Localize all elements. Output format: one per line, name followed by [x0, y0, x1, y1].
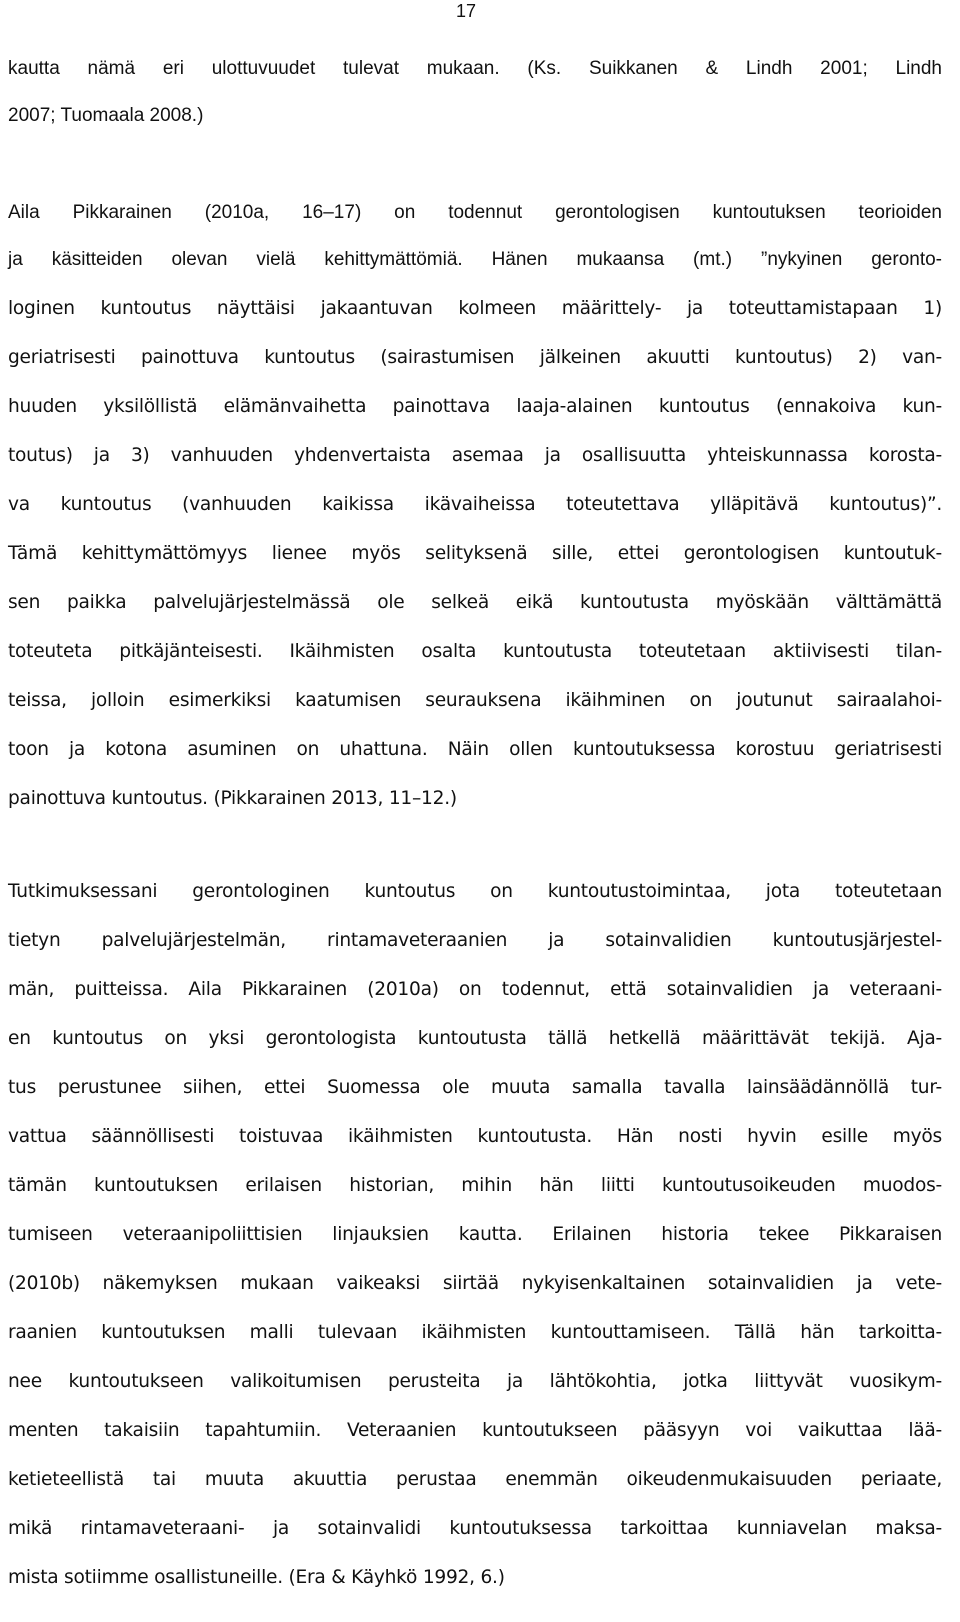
text-line: Tämä kehittymättömyys lienee myös selityksenä sille, ettei gerontologisen kuntoutuk-: [8, 543, 942, 564]
text-line: kautta nämä eri ulottuvuudet tulevat mukaan. (Ks. Suikkanen & Lindh 2001; Lindh: [8, 58, 942, 79]
page-number: 17: [456, 1, 477, 21]
text-line: nee kuntoutukseen valikoitumisen perusteita ja lähtökohtia, jotka liittyvät vuosikym-: [8, 1371, 942, 1392]
text-line: en kuntoutus on yksi gerontologista kuntoutusta tällä hetkellä määrittävät tekijä. Aja-: [8, 1028, 942, 1049]
text-line: raanien kuntoutuksen malli tulevaan ikäihmisten kuntouttamiseen. Tällä hän tarkoitta-: [8, 1322, 942, 1343]
text-line: painottuva kuntoutus. (Pikkarainen 2013, 11–12.): [8, 788, 457, 809]
text-line: ketieteellistä tai muuta akuuttia perustaa enemmän oikeudenmukaisuuden periaate,: [8, 1469, 942, 1490]
text-line: tietyn palvelujärjestelmän, rintamaveteraanien ja sotainvalidien kuntoutusjärjestel-: [8, 930, 942, 951]
text-line: toutus) ja 3) vanhuuden yhdenvertaista asemaa ja osallisuutta yhteiskunnassa korosta-: [8, 445, 942, 466]
text-line: tus perustunee siihen, ettei Suomessa ole muuta samalla tavalla lainsäädännöllä tur-: [8, 1077, 942, 1098]
text-line: tumiseen veteraanipoliittisien linjauksien kautta. Erilainen historia tekee Pikkaraisen: [8, 1224, 942, 1245]
text-line: Aila Pikkarainen (2010a, 16–17) on todennut gerontologisen kuntoutuksen teorioiden: [8, 202, 942, 223]
text-line: loginen kuntoutus näyttäisi jakaantuvan kolmeen määrittely- ja toteuttamistapaan 1): [8, 298, 942, 319]
text-line: (2010b) näkemyksen mukaan vaikeaksi siirtää nykyisenkaltainen sotainvalidien ja vete-: [8, 1273, 942, 1294]
text-line: sen paikka palvelujärjestelmässä ole selkeä eikä kuntoutusta myöskään välttämättä: [8, 592, 942, 613]
text-line: vattua säännöllisesti toistuvaa ikäihmisten kuntoutusta. Hän nosti hyvin esille myös: [8, 1126, 942, 1147]
text-line: tämän kuntoutuksen erilaisen historian, mihin hän liitti kuntoutusoikeuden muodos-: [8, 1175, 942, 1196]
text-line: va kuntoutus (vanhuuden kaikissa ikävaiheissa toteutettava ylläpitävä kuntoutus)”.: [8, 494, 942, 515]
text-line: huuden yksilöllistä elämänvaihetta painottava laaja-alainen kuntoutus (ennakoiva kun-: [8, 396, 942, 417]
text-line: geriatrisesti painottuva kuntoutus (sairastumisen jälkeinen akuutti kuntoutus) 2) van-: [8, 347, 942, 368]
text-line: mikä rintamaveteraani- ja sotainvalidi kuntoutuksessa tarkoittaa kunniavelan maksa-: [8, 1518, 942, 1539]
text-line: menten takaisiin tapahtumiin. Veteraanien kuntoutukseen pääsyyn voi vaikuttaa lää-: [8, 1420, 942, 1441]
text-line: toteuteta pitkäjänteisesti. Ikäihmisten osalta kuntoutusta toteutetaan aktiivisesti tilan-: [8, 641, 942, 662]
text-line: 2007; Tuomaala 2008.): [8, 105, 204, 126]
text-line: ja käsitteiden olevan vielä kehittymättömiä. Hänen mukaansa (mt.) ”nykyinen geronto-: [8, 249, 942, 270]
text-line: mista sotiimme osallistuneille. (Era & Käyhkö 1992, 6.): [8, 1567, 505, 1588]
text-line: Tutkimuksessani gerontologinen kuntoutus on kuntoutustoimintaa, jota toteutetaan: [8, 881, 942, 902]
text-line: män, puitteissa. Aila Pikkarainen (2010a) on todennut, että sotainvalidien ja veteraani-: [8, 979, 942, 1000]
text-line: teissa, jolloin esimerkiksi kaatumisen seurauksena ikäihminen on joutunut sairaalahoi-: [8, 690, 942, 711]
text-line: toon ja kotona asuminen on uhattuna. Näin ollen kuntoutuksessa korostuu geriatrisesti: [8, 739, 942, 760]
